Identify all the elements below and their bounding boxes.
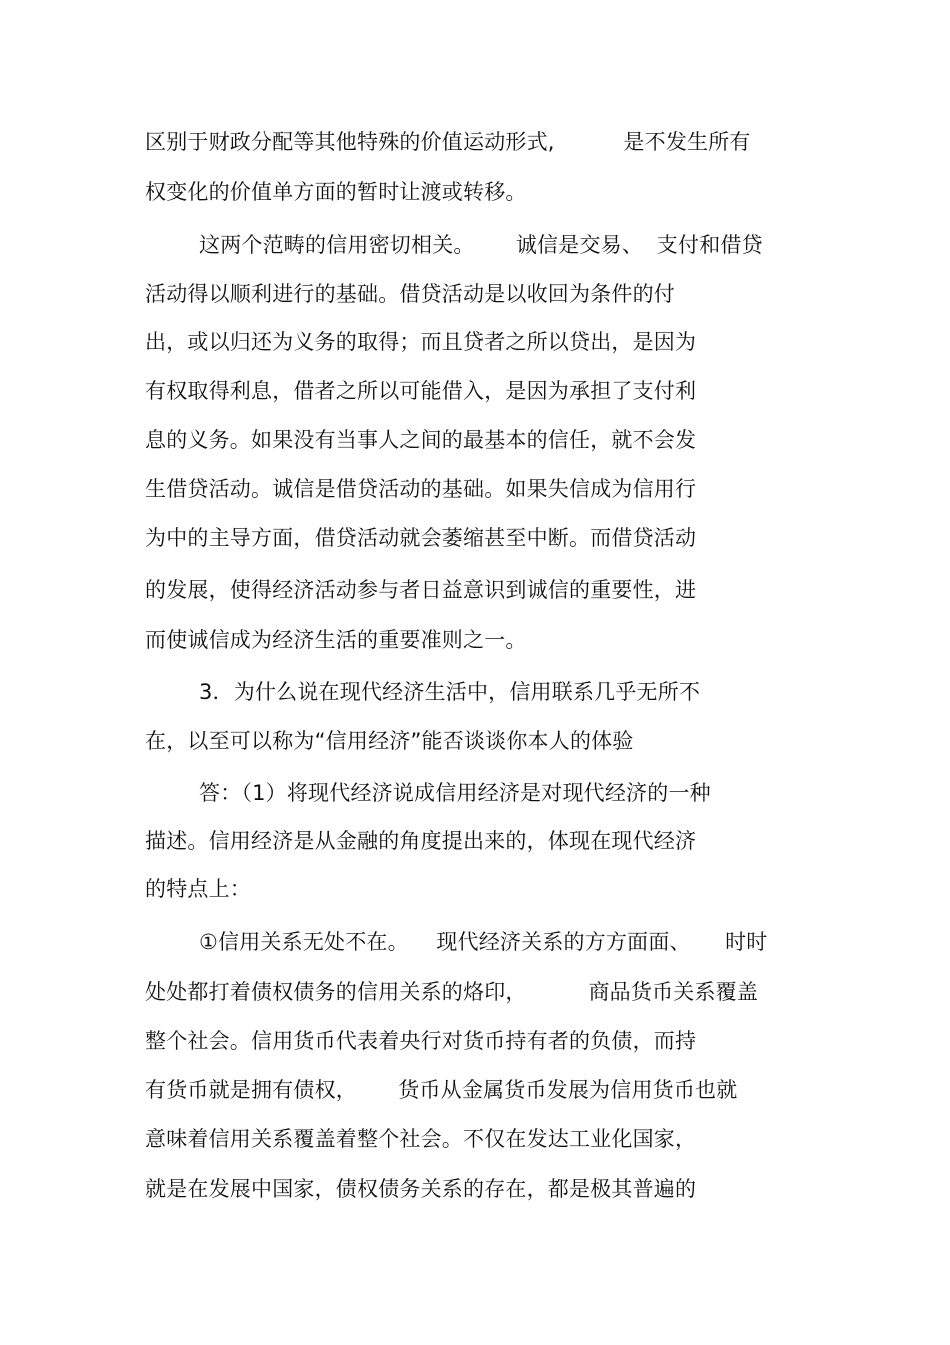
text-line: 意味着信用关系覆盖着整个社会。不仅在发达工业化国家， — [145, 1127, 697, 1151]
text-line: 权变化的价值单方面的暂时让渡或转移。 — [145, 180, 527, 204]
text-line: 有货币就是拥有债权， 货币从金属货币发展为信用货币也就 — [145, 1078, 738, 1102]
text-line: 处处都打着债权债务的信用关系的烙印， 商品货币关系覆盖 — [145, 980, 759, 1004]
text-line: 就是在发展中国家，债权债务关系的存在，都是极其普遍的 — [145, 1177, 697, 1201]
text-line: 区别于财政分配等其他特殊的价值运动形式, 是不发生所有 — [145, 130, 751, 154]
text-line: 而使诚信成为经济生活的重要准则之一。 — [145, 628, 527, 652]
text-line: 出，或以归还为义务的取得；而且贷者之所以贷出，是因为 — [145, 330, 697, 354]
text-line: 息的义务。如果没有当事人之间的最基本的信任，就不会发 — [145, 428, 697, 452]
text-line: 在，以至可以称为“信用经济”能否谈谈你本人的体验 — [145, 729, 634, 753]
text-line: 描述。信用经济是从金融的角度提出来的，体现在现代经济 — [145, 829, 697, 853]
text-line: 答：（1）将现代经济说成信用经济是对现代经济的一种 — [199, 781, 711, 805]
text-line: 整个社会。信用货币代表着央行对货币持有者的负债，而持 — [145, 1029, 697, 1053]
text-line: ①信用关系无处不在。 现代经济关系的方方面面、 时时 — [199, 930, 768, 954]
text-line: 有权取得利息，借者之所以可能借入，是因为承担了支付利 — [145, 379, 697, 403]
text-line: 的特点上： — [145, 877, 251, 901]
text-line: 的发展，使得经济活动参与者日益意识到诚信的重要性，进 — [145, 578, 697, 602]
text-line: 3．为什么说在现代经济生活中，信用联系几乎无所不 — [199, 680, 701, 704]
text-line: 活动得以顺利进行的基础。借贷活动是以收回为条件的付 — [145, 282, 675, 306]
text-line: 为中的主导方面，借贷活动就会萎缩甚至中断。而借贷活动 — [145, 526, 697, 550]
text-line: 这两个范畴的信用密切相关。 诚信是交易、 支付和借贷 — [199, 233, 763, 257]
text-line: 生借贷活动。诚信是借贷活动的基础。如果失信成为信用行 — [145, 477, 697, 501]
